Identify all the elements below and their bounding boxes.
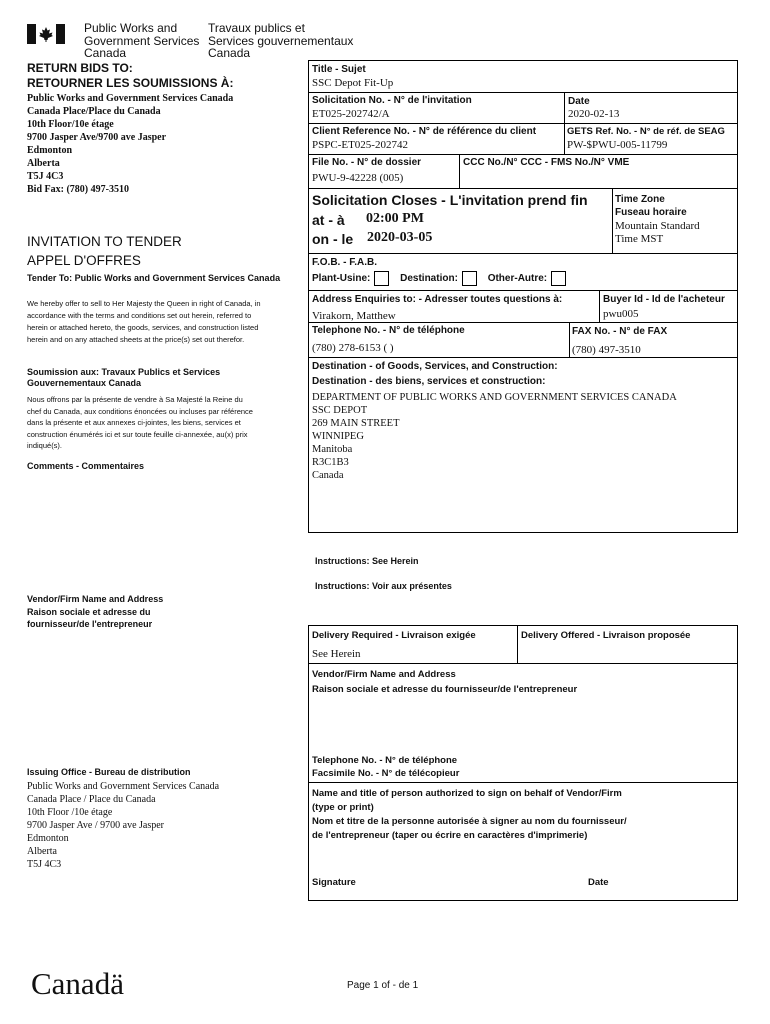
closes-on-label: on - le [312,231,354,247]
address-enquiries-value: Virakorn, Matthew [312,310,396,322]
file-number-label: File No. - N° de dossier [312,157,422,168]
file-number-value: PWU-9-42228 (005) [312,172,404,184]
canada-wordmark: Canadä [31,966,124,1001]
instructions-english: Instructions: See Herein [315,556,419,566]
comments-label: Comments - Commentaires [27,461,145,471]
delivery-required-value: See Herein [312,648,361,660]
destination-label: Destination: [400,273,458,285]
signature-date-label: Date [588,877,609,888]
canada-flag-icon [27,24,65,44]
department-name-english: Public Works and Government Services Canada [84,21,200,60]
client-reference-value: PSPC-ET025-202742 [312,139,408,151]
delivery-offered-label: Delivery Offered - Livraison proposée [521,630,691,641]
plant-usine-label: Plant-Usine: [312,273,371,285]
vendor-firm-label: Vendor/Firm Name and Address Raison sociale et adresse du fournisseur/de l'entrepreneur [312,669,578,695]
telephone-label: Telephone No. - N° de téléphone [312,325,465,336]
authorized-person-label: Name and title of person authorized to sign on behalf of Vendor/Firm (type or print) Nom et titre de la personne autorisée à signer au nom du fournisseur/ de l'entrepreneur (taper ou écrire en caractères d'imprimerie) [312,788,627,841]
title-value: SSC Depot Fit-Up [312,77,394,89]
solicitation-closes-title: Solicitation Closes - L'invitation prend fin [312,192,588,208]
vendor-firm-field[interactable] [312,698,732,750]
ccc-number-label: CCC No./N° CCC - FMS No./N° VME [463,157,630,168]
client-reference-label: Client Reference No. - N° de référence du client [312,126,537,137]
telephone-facsimile-label: Telephone No. - N° de téléphone Facsimile No. - N° de télécopieur [312,755,460,779]
return-bids-title: RETURN BIDS TO: RETOURNER LES SOUMISSIONS À: [27,61,234,90]
issuing-office-address: Public Works and Government Services Canada Canada Place / Place du Canada 10th Floor /10e étage 9700 Jasper Ave / 9700 ave Jasper Edmonton Alberta T5J 4C3 [27,781,220,870]
offer-text-french: Nous offrons par la présente de vendre à Sa Majesté la Reine du chef du Canada, aux conditions énoncées ou incluses par référence dans la présente et aux annexes ci-jointes, les biens, services et construction énumérés ici et sur toute feuille ci-annexée, au(x) prix indiqué(s). [27,395,253,450]
other-autre-checkbox[interactable] [551,271,566,286]
fax-value: (780) 497-3510 [572,344,641,356]
closes-on-value: 2020-03-05 [367,230,433,245]
title-label: Title - Sujet [312,64,366,75]
date-value: 2020-02-13 [568,108,620,120]
page-number: Page 1 of - de 1 [347,980,419,991]
gets-reference-value: PW-$PWU-005-11799 [567,139,668,151]
instructions-french: Instructions: Voir aux présentes [315,581,452,591]
time-zone-value: Mountain Standard Time MST [615,220,700,245]
signature-label: Signature [312,877,356,888]
telephone-value: (780) 278-6153 ( ) [312,342,394,354]
destination-goods-fr: Destination - des biens, services et construction: [312,376,546,387]
other-autre-label: Other-Autre: [487,273,548,285]
date-label: Date [568,96,590,107]
gets-reference-label: GETS Ref. No. - N° de réf. de SEAG [567,126,725,137]
destination-checkbox[interactable] [462,271,477,286]
closes-at-label: at - à [312,212,345,228]
destination-goods-en: Destination - of Goods, Services, and Construction: [312,361,558,372]
delivery-required-label: Delivery Required - Livraison exigée [312,630,476,641]
destination-address: DEPARTMENT OF PUBLIC WORKS AND GOVERNMENT SERVICES CANADA SSC DEPOT 269 MAIN STREET WINNIPEG Manitoba R3C1B3 Canada [312,392,677,481]
buyer-id-value: pwu005 [603,308,639,320]
closes-at-value: 02:00 PM [366,211,424,226]
authorized-person-field[interactable] [312,845,732,871]
invitation-title: INVITATION TO TENDER APPEL D'OFFRES [27,234,182,268]
buyer-id-label: Buyer Id - Id de l'acheteur [603,294,725,305]
tender-to: Tender To: Public Works and Government Services Canada [27,273,281,283]
plant-usine-checkbox[interactable] [374,271,389,286]
fob-label: F.O.B. - F.A.B. [312,257,377,268]
department-name-french: Travaux publics et Services gouvernementaux Canada [208,21,354,60]
delivery-offered-field[interactable] [521,644,733,660]
time-zone-label: Time Zone Fuseau horaire [615,194,687,218]
address-enquiries-label: Address Enquiries to: - Adresser toutes questions à: [312,294,563,305]
solicitation-number-value: ET025-202742/A [312,108,390,120]
fob-options [312,271,572,286]
soumission-aux: Soumission aux: Travaux Publics et Services Gouvernementaux Canada [27,367,221,388]
vendor-firm-label-left: Vendor/Firm Name and Address Raison sociale et adresse du fournisseur/de l'entrepreneur [27,594,164,629]
fax-label: FAX No. - N° de FAX [572,326,668,337]
return-bids-address: Public Works and Government Services Canada Canada Place/Place du Canada 10th Floor/10e étage 9700 Jasper Ave/9700 ave Jasper Edmonton Alberta T5J 4C3 Bid Fax: (780) 497-3510 [27,93,234,195]
offer-text-english: We hereby offer to sell to Her Majesty the Queen in right of Canada, in accordance with the terms and conditions set out herein, referred to herein or attached hereto, the goods, services, and construction listed herein and on any attached sheets at the price(s) set out therefor. [27,299,261,344]
solicitation-number-label: Solicitation No. - N° de l'invitation [312,95,472,106]
issuing-office-label: Issuing Office - Bureau de distribution [27,767,191,777]
